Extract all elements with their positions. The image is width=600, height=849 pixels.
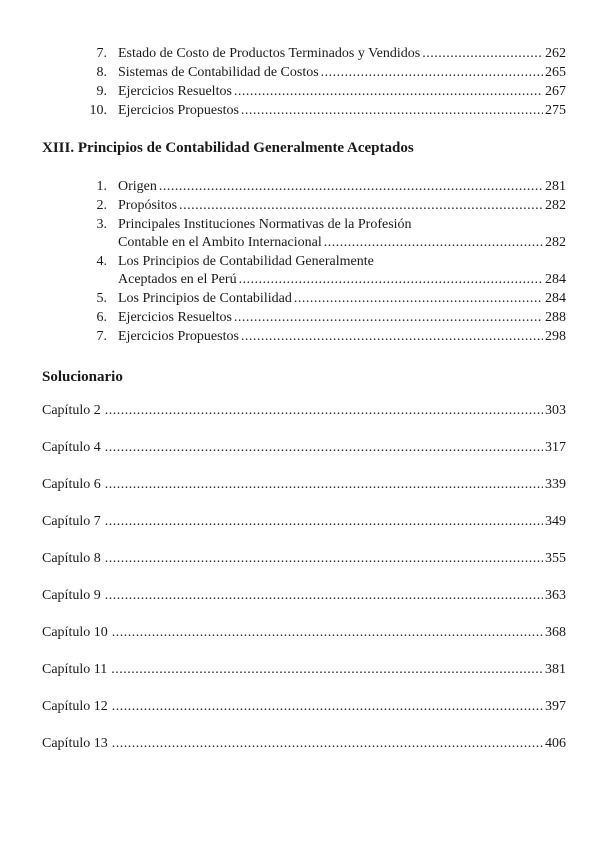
toc-entry [77,83,566,101]
toc-entry [77,45,566,63]
toc-entry [42,661,566,679]
toc-entry [42,698,566,716]
entry-title: Ejercicios Propuestos [118,103,239,118]
entry-title-continued: Aceptados en el Perú [118,272,237,287]
entry-title: Propósitos [118,198,178,213]
dot-leader [241,328,543,346]
entry-page: 303 [545,403,566,418]
toc-entry [42,550,566,568]
entry-page: 282 [545,235,566,250]
dot-leader [321,64,543,82]
entry-page: 262 [545,46,566,61]
entry-number: 7. [96,46,107,61]
entry-page: 288 [545,310,566,325]
dot-leader [179,197,543,215]
entry-page: 317 [545,440,566,455]
entry-title: Sistemas de Contabilidad de Costos [118,65,319,80]
toc-entry [77,290,566,308]
dot-leader [105,587,543,605]
dot-leader [105,513,543,531]
dot-leader [112,698,543,716]
entry-page: 339 [545,477,566,492]
entry-title: Capítulo 9 [42,588,101,603]
toc-entry [77,102,566,120]
entry-title-continued: Contable en el Ambito Internacional [118,235,322,250]
dot-leader [105,402,543,420]
dot-leader [241,102,543,120]
entry-title: Capítulo 6 [42,477,101,492]
entry-title: Capítulo 13 [42,736,108,751]
entry-number: 3. [96,217,107,232]
entry-page: 282 [545,198,566,213]
toc-entry [77,197,566,215]
entry-page: 363 [545,588,566,603]
entry-number: 6. [96,310,107,325]
toc-entry [77,178,566,196]
entry-page: 368 [545,625,566,640]
toc-entry [77,309,566,327]
toc-entry [42,587,566,605]
dot-leader [105,439,543,457]
entry-title: Los Principios de Contabilidad Generalmente [118,254,374,269]
entry-number: 4. [96,254,107,269]
dot-leader [294,290,543,308]
entry-title: Capítulo 8 [42,551,101,566]
chapter-heading: XIII. Principios de Contabilidad Generalmente Aceptados [42,140,414,156]
dot-leader [324,234,543,252]
dot-leader [111,661,543,679]
entry-page: 284 [545,291,566,306]
entry-page: 397 [545,699,566,714]
entry-title: Estado de Costo de Productos Terminados y Vendidos [118,46,421,61]
entry-page: 275 [545,103,566,118]
dot-leader [234,309,543,327]
dot-leader [234,83,543,101]
entry-number: 10. [89,103,107,118]
entry-page: 381 [545,662,566,677]
toc-entry-multiline-second [77,234,566,252]
entry-page: 267 [545,84,566,99]
dot-leader [105,550,543,568]
dot-leader [105,476,543,494]
entry-title: Capítulo 10 [42,625,108,640]
toc-entry [42,513,566,531]
entry-number: 9. [96,84,107,99]
toc-entry [77,328,566,346]
solucionario-heading: Solucionario [42,369,123,385]
entry-title: Ejercicios Resueltos [118,84,232,99]
entry-page: 281 [545,179,566,194]
toc-entry [77,64,566,82]
entry-page: 355 [545,551,566,566]
toc-entry [42,624,566,642]
entry-number: 1. [96,179,107,194]
entry-title: Los Principios de Contabilidad [118,291,292,306]
entry-title: Origen [118,179,157,194]
entry-title: Capítulo 12 [42,699,108,714]
dot-leader [422,45,543,63]
dot-leader [112,735,543,753]
entry-title: Ejercicios Propuestos [118,329,239,344]
toc-entry-multiline-first [77,253,566,271]
entry-page: 284 [545,272,566,287]
dot-leader [159,178,543,196]
entry-page: 349 [545,514,566,529]
entry-number: 8. [96,65,107,80]
toc-entry [42,439,566,457]
entry-title: Principales Instituciones Normativas de la Profesión [118,217,412,232]
entry-number: 2. [96,198,107,213]
dot-leader [239,271,543,289]
entry-page: 406 [545,736,566,751]
entry-number: 7. [96,329,107,344]
entry-title: Capítulo 11 [42,662,108,677]
entry-title: Capítulo 7 [42,514,101,529]
entry-title: Ejercicios Resueltos [118,310,232,325]
toc-entry [42,402,566,420]
entry-number: 5. [96,291,107,306]
dot-leader [112,624,543,642]
entry-page: 298 [545,329,566,344]
entry-title: Capítulo 4 [42,440,101,455]
toc-entry [42,735,566,753]
toc-entry-multiline-second [77,271,566,289]
entry-title: Capítulo 2 [42,403,101,418]
toc-entry-multiline-first [77,216,566,234]
entry-page: 265 [545,65,566,80]
toc-entry [42,476,566,494]
